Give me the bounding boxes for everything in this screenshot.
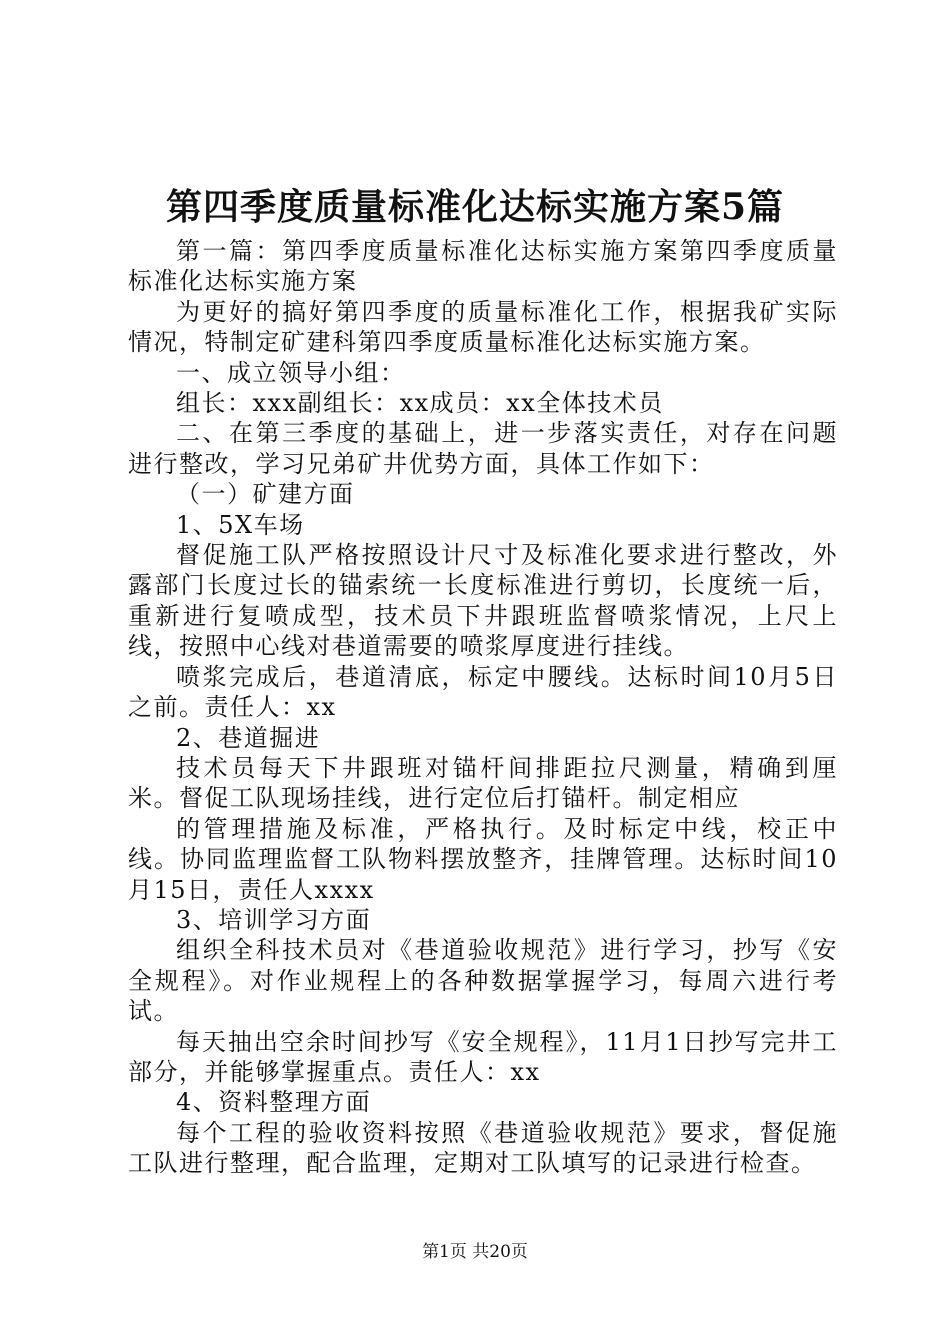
section-heading: 二、在第三季度的基础上，进一步落实责任，对存在问题进行整改，学习兄弟矿井优势方面，具体工作如下： <box>128 419 838 478</box>
subsection-heading: （一）矿建方面 <box>176 480 355 509</box>
document-body <box>128 236 838 1179</box>
item-heading: 3、培训学习方面 <box>176 905 372 934</box>
page-footer: 第1页 共20页 <box>422 1242 528 1262</box>
item-heading: 4、资料整理方面 <box>176 1088 372 1117</box>
paragraph: 喷浆完成后，巷道清底，标定中腰线。达标时间10月5日之前。责任人：xx <box>128 662 838 722</box>
paragraph: 技术员每天下井跟班对锚杆间排距拉尺测量，精确到厘米。督促工队现场挂线，进行定位后打锚杆。制定相应 <box>128 753 838 813</box>
paragraph: 第一篇：第四季度质量标准化达标实施方案第四季度质量标准化达标实施方案 <box>128 237 838 296</box>
paragraph: 每个工程的验收资料按照《巷道验收规范》要求，督促施工队进行整理，配合监理，定期对工队填写的记录进行检查。 <box>128 1118 838 1178</box>
paragraph: 组长：xxx副组长：xx成员：xx全体技术员 <box>176 389 664 418</box>
section-heading: 一、成立领导小组： <box>176 358 406 387</box>
paragraph: 每天抽出空余时间抄写《安全规程》，11月1日抄写完井工部分，并能够掌握重点。责任人：xx <box>128 1027 838 1086</box>
item-heading: 2、巷道掘进 <box>176 723 321 752</box>
item-heading: 1、5X车场 <box>176 510 305 539</box>
paragraph: 为更好的搞好第四季度的质量标准化工作，根据我矿实际情况，特制定矿建科第四季度质量标准化达标实施方案。 <box>128 297 838 357</box>
paragraph: 组织全科技术员对《巷道验收规范》进行学习，抄写《安全规程》。对作业规程上的各种数据掌握学习，每周六进行考试。 <box>128 936 838 1026</box>
document-title: 第四季度质量标准化达标实施方案5篇 <box>165 186 785 228</box>
paragraph: 的管理措施及标准，严格执行。及时标定中线，校正中线。协同监理监督工队物料摆放整齐，挂牌管理。达标时间10月15日，责任人xxxx <box>128 814 838 904</box>
paragraph: 督促施工队严格按照设计尺寸及标准化要求进行整改，外露部门长度过长的锚索统一长度标准进行剪切，长度统一后，重新进行复喷成型，技术员下井跟班监督喷浆情况，上尺上线，按照中心线对巷道需要的喷浆厚度进行挂线。 <box>128 541 838 661</box>
